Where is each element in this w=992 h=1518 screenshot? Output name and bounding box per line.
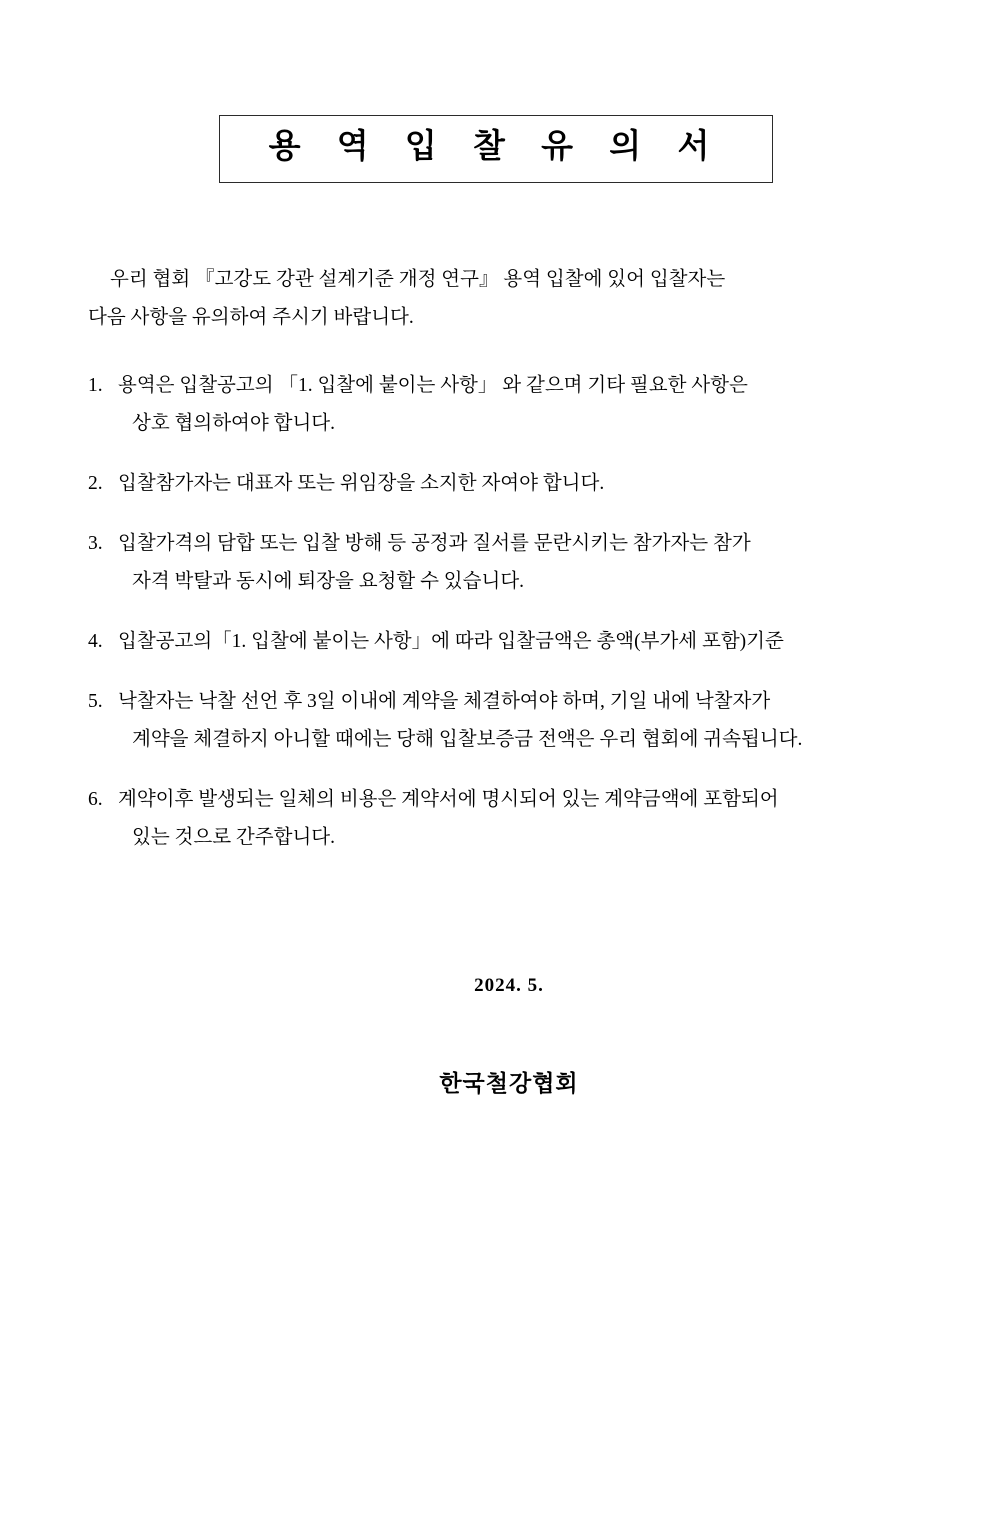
intro-line-1: 우리 협회 『고강도 강관 설계기준 개정 연구』 용역 입찰에 있어 입찰자는 (110, 268, 726, 290)
list-item-line-1: 입찰공고의「1. 입찰에 붙이는 사항」에 따라 입찰금액은 총액(부가세 포함)기준 (118, 630, 784, 652)
list-item-text (118, 525, 930, 601)
list-item-text (118, 465, 930, 503)
list-item-text (118, 683, 930, 759)
list-item-line-1: 입찰참가자는 대표자 또는 위임장을 소지한 자여야 합니다. (118, 472, 605, 494)
list-item-line-1: 용역은 입찰공고의 「1. 입찰에 붙이는 사항」 와 같으며 기타 필요한 사항은 (118, 374, 748, 396)
list-item (88, 367, 930, 443)
issuing-organization: 한국철강협회 (439, 1070, 579, 1096)
document-body (0, 261, 992, 1098)
intro-paragraph (88, 261, 930, 337)
list-item-line-2: 계약을 체결하지 아니할 때에는 당해 입찰보증금 전액은 우리 협회에 귀속됩니다. (132, 728, 803, 750)
list-item (88, 465, 930, 503)
document-date: 2024. 5. (474, 974, 544, 996)
list-item-number: 4. (88, 630, 103, 652)
list-item (88, 525, 930, 601)
list-item-number: 1. (88, 374, 103, 396)
list-item-line-2: 있는 것으로 간주합니다. (132, 826, 335, 848)
intro-line-2: 다음 사항을 유의하여 주시기 바랍니다. (88, 306, 414, 328)
list-item (88, 623, 930, 661)
list-item-number: 6. (88, 788, 103, 810)
list-item-line-1: 입찰가격의 담합 또는 입찰 방해 등 공정과 질서를 문란시키는 참가자는 참가 (118, 532, 751, 554)
list-item-line-1: 낙찰자는 낙찰 선언 후 3일 이내에 계약을 체결하여야 하며, 기일 내에 낙찰자가 (118, 690, 771, 712)
list-item (88, 683, 930, 759)
list-item-line-2: 상호 협의하여야 합니다. (132, 412, 335, 434)
title-box (219, 115, 773, 183)
list-item-text (118, 623, 930, 661)
list-item-number: 2. (88, 472, 103, 494)
list-item-line-1: 계약이후 발생되는 일체의 비용은 계약서에 명시되어 있는 계약금액에 포함되어 (118, 788, 779, 810)
list-item-line-2: 자격 박탈과 동시에 퇴장을 요청할 수 있습니다. (132, 570, 525, 592)
list-item-number: 3. (88, 532, 103, 554)
list-item-text (118, 781, 930, 857)
page-title: 용 역 입 찰 유 의 서 (268, 129, 724, 165)
list-item (88, 781, 930, 857)
list-item-number: 5. (88, 690, 103, 712)
title-container (0, 115, 992, 183)
document-page (0, 115, 992, 1518)
list-item-text (118, 367, 930, 443)
